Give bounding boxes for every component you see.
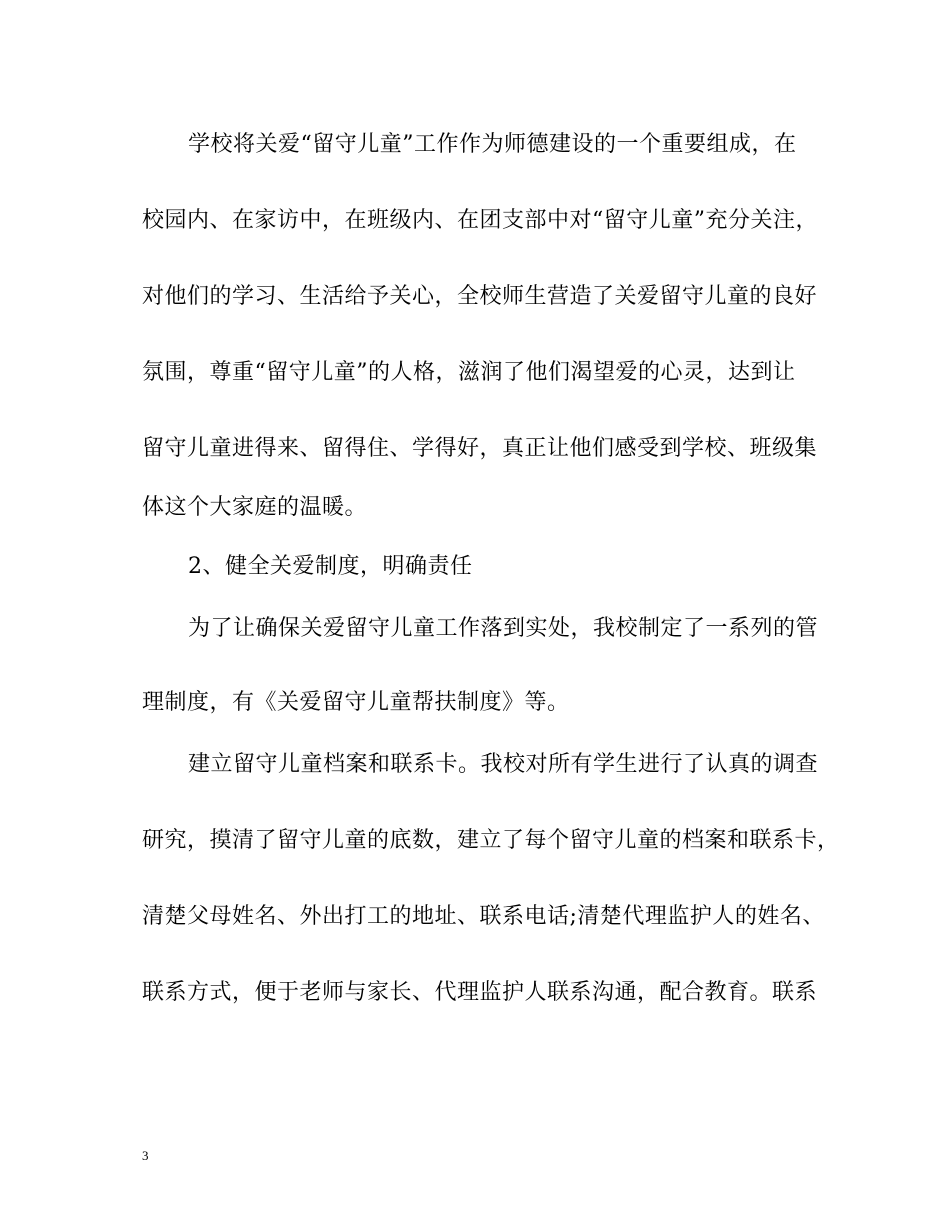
text-line: 学校将关爱“留守儿童”工作作为师德建设的一个重要组成，在 xyxy=(188,132,797,157)
text-line: 校园内、在家访中，在班级内、在团支部中对“留守儿童”充分关注， xyxy=(142,208,818,233)
text-line: 研究，摸清了留守儿童的底数，建立了每个留守儿童的档案和联系卡， xyxy=(142,828,840,853)
text-line: 留守儿童进得来、留得住、学得好，真正让他们感受到学校、班级集 xyxy=(142,436,818,461)
text-line: 理制度，有《关爱留守儿童帮扶制度》等。 xyxy=(142,690,570,715)
text-line: 为了让确保关爱留守儿童工作落到实处，我校制定了一系列的管 xyxy=(188,616,819,641)
text-line: 联系方式，便于老师与家长、代理监护人联系沟通，配合教育。联系 xyxy=(142,980,818,1005)
text-line: 建立留守儿童档案和联系卡。我校对所有学生进行了认真的调查 xyxy=(188,752,819,777)
section-heading: 2、健全关爱制度，明确责任 xyxy=(188,554,473,579)
text-line: 对他们的学习、生活给予关心，全校师生营造了关爱留守儿童的良好 xyxy=(142,284,818,309)
text-line: 氛围，尊重“留守儿童”的人格，滋润了他们渴望爱的心灵，达到让 xyxy=(142,360,796,385)
page-number: 3 xyxy=(142,1148,149,1163)
text-line: 体这个大家庭的温暖。 xyxy=(142,495,368,520)
text-line: 清楚父母姓名、外出打工的地址、联系电话;清楚代理监护人的姓名、 xyxy=(142,904,825,929)
